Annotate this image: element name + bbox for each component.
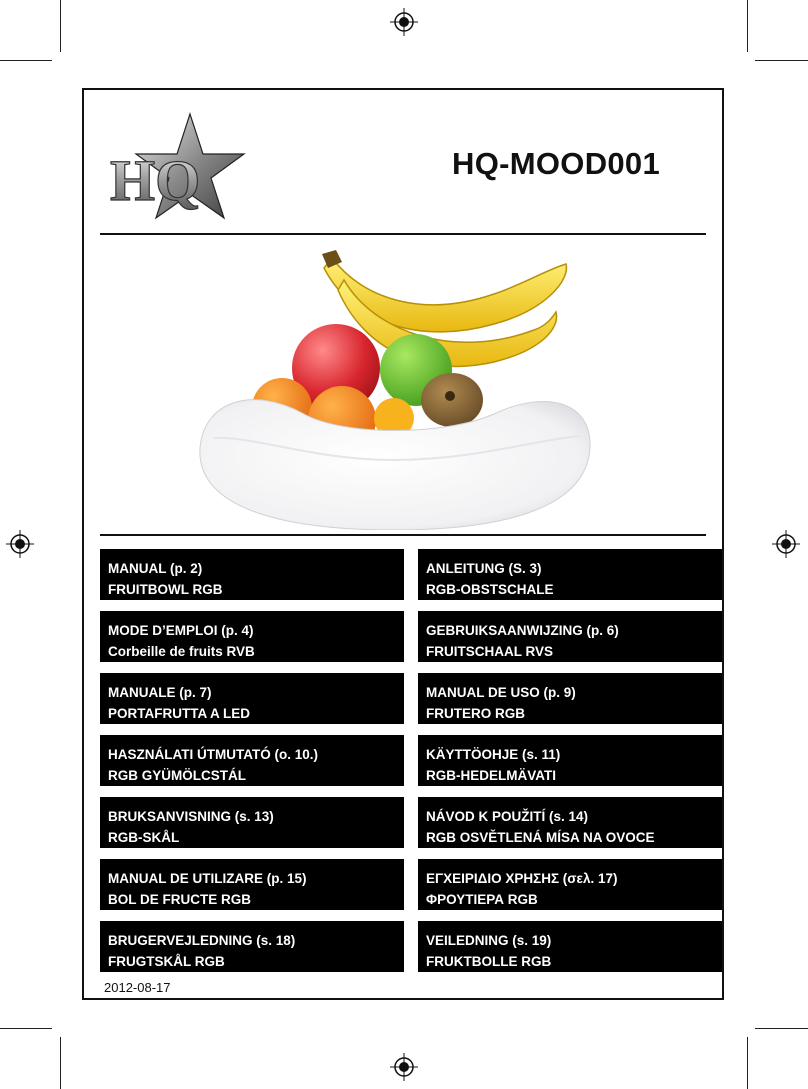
model-number: HQ-MOOD001 [452, 146, 660, 181]
language-entry: ΕΓΧΕΙΡΙΔΙΟ ΧΡΗΣΗΣ (σελ. 17) ΦΡΟΥΤΙΕΡΑ RGB [418, 859, 722, 910]
language-entry: VEILEDNING (s. 19) FRUKTBOLLE RGB [418, 921, 722, 972]
language-entry: GEBRUIKSAANWIJZING (p. 6) FRUITSCHAAL RVS [418, 611, 722, 662]
language-entry: ANLEITUNG (S. 3) RGB-OBSTSCHALE [418, 549, 722, 600]
registration-mark-icon [6, 530, 34, 558]
cover-frame [82, 88, 724, 1000]
svg-text:HQ: HQ [110, 148, 201, 213]
crop-mark [747, 1037, 748, 1089]
crop-mark [747, 0, 748, 52]
crop-mark [755, 1028, 808, 1029]
registration-mark-icon [390, 8, 418, 36]
crop-mark [0, 60, 52, 61]
language-entry: BRUGERVEJLEDNING (s. 18) FRUGTSKÅL RGB [100, 921, 404, 972]
registration-mark-icon [772, 530, 800, 558]
language-entry: BRUKSANVISNING (s. 13) RGB-SKÅL [100, 797, 404, 848]
language-entry: MANUAL DE USO (p. 9) FRUTERO RGB [418, 673, 722, 724]
language-entry: MODE D’EMPLOI (p. 4) Corbeille de fruits RVB [100, 611, 404, 662]
language-entry: NÁVOD K POUŽITÍ (s. 14) RGB OSVĚTLENÁ MÍSA NA OVOCE [418, 797, 722, 848]
language-entry: HASZNÁLATI ÚTMUTATÓ (o. 10.) RGB GYÜMÖLCSTÁL [100, 735, 404, 786]
print-date: 2012-08-17 [104, 980, 171, 995]
crop-mark [755, 60, 808, 61]
product-photo-fruit-bowl [194, 240, 594, 530]
crop-mark [60, 1037, 61, 1089]
language-entry: MANUALE (p. 7) PORTAFRUTTA A LED [100, 673, 404, 724]
bottom-divider [100, 534, 706, 536]
registration-mark-icon [390, 1053, 418, 1081]
hq-logo [108, 112, 248, 222]
language-entry: KÄYTTÖOHJE (s. 11) RGB-HEDELMÄVATI [418, 735, 722, 786]
crop-mark [0, 1028, 52, 1029]
crop-mark [60, 0, 61, 52]
language-entry: MANUAL DE UTILIZARE (p. 15) BOL DE FRUCTE RGB [100, 859, 404, 910]
language-entry: MANUAL (p. 2) FRUITBOWL RGB [100, 549, 404, 600]
top-divider [100, 233, 706, 235]
